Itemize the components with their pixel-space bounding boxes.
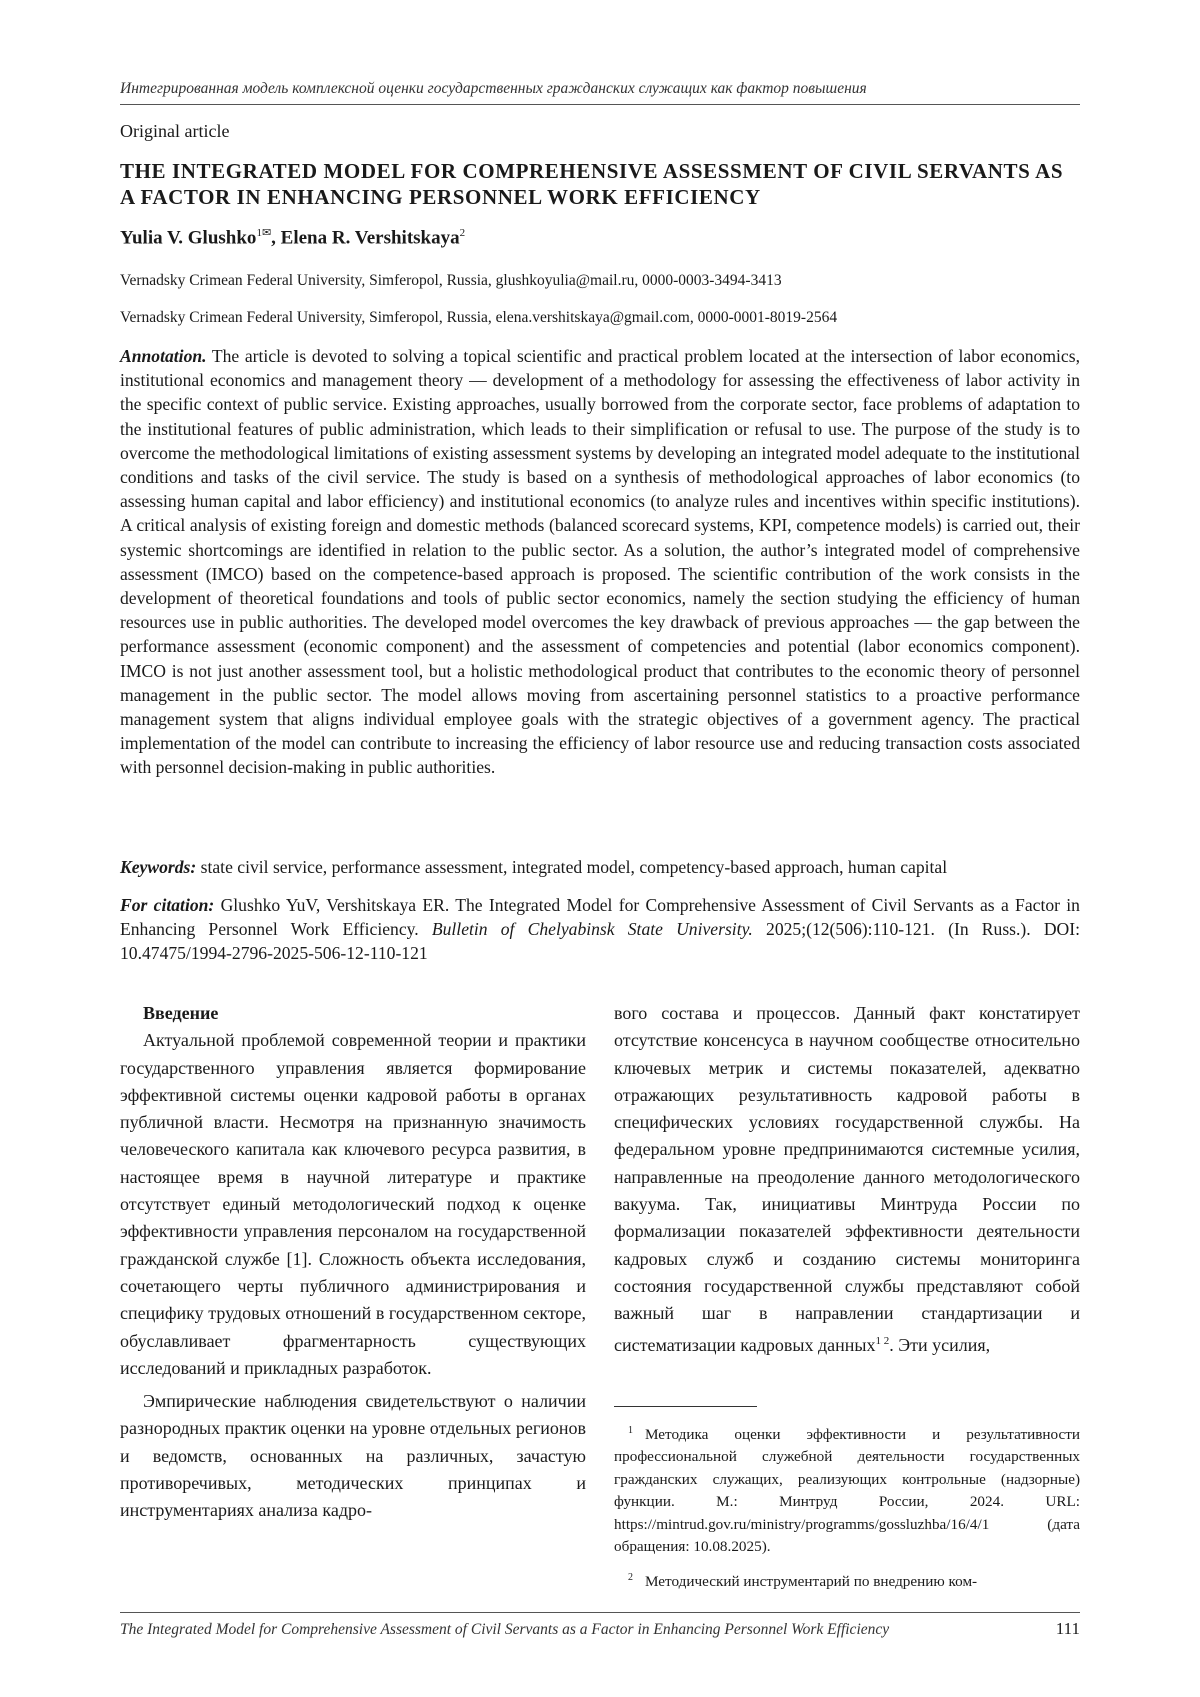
journal-page — [120, 0, 1080, 1697]
keywords — [120, 855, 1080, 879]
footnote-1-text: Методика оценки эффективности и результативности профессиональной служебной деятельности государственных гражданских служащих, реализующих контрольные (надзорные) функции. М.: Минтруд России, 2024. URL: https://mintrud.gov.ru/ministry/programms/gossluzhba/16/4/1 (дата обращения: 10.08.2025). — [614, 1426, 1080, 1556]
footer-divider — [120, 1612, 1080, 1613]
footnote-refs[interactable]: 1 2 — [875, 1334, 890, 1347]
abstract — [120, 344, 1080, 780]
citation-text: Glushko YuV, Vershitskaya ER. The Integrated Model for Comprehensive Assessment of Civil Servants as a Factor in Enhancing Personnel Work Efficiency. — [120, 895, 1080, 939]
author-glushko-mark[interactable]: 1✉ — [256, 227, 272, 239]
citation-label: For citation: — [120, 895, 215, 915]
article-type: Original article — [120, 121, 230, 141]
footnote-2-text: Методический инструментарий по внедрению ком- — [645, 1572, 978, 1590]
keywords-text: state civil service, performance assessment, integrated model, competency-based approach, human capital — [200, 857, 948, 877]
author-glushko: Yulia V. Glushko — [120, 227, 257, 249]
affiliation-2: Vernadsky Crimean Federal University, Simferopol, Russia, elena.vershitskaya@gmail.com, 0000-0001-8019-2564 — [120, 309, 838, 326]
body-paragraph: Актуальной проблемой современной теории и практики государственного управления является формирование эффективной системы оценки кадровой работы в органах публичной власти. Несмотря на признанную значимость человеческого капитала как ключевого ресурса развития, в настоящее время в научной литературе и практике отсутствует единый методологический подход к оценке эффективности управления персоналом на государственной гражданской службе [1]. Сложность объекта исследования, сочетающего черты публичного администрирования и специфику трудовых отношений в государственном секторе, обуславливает фрагментарность существующих исследований и прикладных разработок. — [120, 1030, 586, 1378]
footnote-2 — [614, 1567, 1080, 1593]
page-number: 111 — [1055, 1619, 1080, 1638]
body-paragraph-continued — [614, 1000, 1080, 1359]
abstract-text: The article is devoted to solving a topical scientific and practical problem located at the intersection of labor economics, institutional economics and management theory — development of a methodology for assessing the effectiveness of labor activity in the specific context of public service. Existing approaches, usually borrowed from the corporate sector, face problems of adaptation to the institutional features of public administration, which leads to their simplification or refusal to use. The purpose of the study is to overcome the methodological limitations of existing assessment systems by developing an integrated model adequate to the institutional conditions and tasks of the civil service. The study is based on a synthesis of methodological approaches of labor economics (to assessing human capital and labor efficiency) and institutional economics (to analyze rules and incentives within specific institutions). A critical analysis of existing foreign and domestic methods (balanced scorecard systems, KPI, competence models) is carried out, their systemic shortcomings are identified in relation to the public sector. As a solution, the author’s integrated model of comprehensive assessment (IMCO) based on the competence-based approach is proposed. The scientific contribution of the work consists in the development of theoretical foundations and tools of public sector economics, namely the section studying the efficiency of human resources use in public authorities. The developed model overcomes the key drawback of previous approaches — the gap between the performance assessment (economic component) and the assessment of competencies and potential (labor economics component). IMCO is not just another assessment tool, but a holistic methodological product that contributes to the economic theory of personnel management in the public sector. The model allows moving from ascertaining personnel statistics to a proactive performance management system that aligns individual employee goals with the strategic objectives of a government agency. The practical implementation of the model can contribute to increasing the efficiency of labor resource use and reducing transaction costs associated with personnel decision-making in public authorities. — [120, 346, 1080, 778]
keywords-label: Keywords: — [120, 857, 197, 877]
author-vershitskaya: Elena R. Vershitskaya — [280, 227, 460, 249]
section-heading-introduction: Введение — [143, 1003, 219, 1023]
footnote-1-mark: 1 — [628, 1425, 633, 1436]
authors-line — [120, 226, 465, 249]
author-vershitskaya-mark: 2 — [459, 227, 466, 239]
running-head: Интегрированная модель комплексной оценки государственных гражданских служащих как фактор повышения — [120, 80, 1080, 105]
running-foot: The Integrated Model for Comprehensive Assessment of Civil Servants as a Factor in Enhancing Personnel Work Efficiency — [120, 1621, 890, 1638]
footnote-1 — [614, 1420, 1080, 1559]
body-paragraph: Эмпирические наблюдения свидетельствуют о наличии разнородных практик оценки на уровне отдельных регионов и ведомств, основанных на различных, зачастую противоречивых, методических принципах и инструментариях анализа кадро- — [120, 1391, 586, 1521]
body-paragraph-tail: . Эти усилия, — [889, 1334, 991, 1355]
footnotes — [614, 1420, 1080, 1601]
affiliation-1: Vernadsky Crimean Federal University, Simferopol, Russia, glushkoyulia@mail.ru, 0000-0003-3494-3413 — [120, 272, 782, 289]
body-column-left — [120, 1000, 586, 1525]
authors-separator: , — [271, 227, 281, 249]
abstract-label: Annotation. — [120, 346, 207, 366]
body-column-right — [614, 1000, 1080, 1359]
article-title: THE INTEGRATED MODEL FOR COMPREHENSIVE ASSESSMENT OF CIVIL SERVANTS AS A FACTOR IN ENHANCING PERSONNEL WORK EFFICIENCY — [120, 159, 1064, 209]
body-paragraph-text: вого состава и процессов. Данный факт констатирует отсутствие консенсуса в научном сообществе относительно ключевых метрик и системы показателей, адекватно отражающих результативность кадровой работы в специфических условиях государственной службы. На федеральном уровне предпринимаются системные усилия, направленные на преодоление данного методологического вакуума. Так, инициативы Минтруда России по формализации показателей эффективности деятельности кадровых служб и созданию системы мониторинга состояния государственной службы представляют собой важный шаг в направлении стандартизации и систематизации кадровых данных — [614, 1003, 1080, 1355]
footnote-2-mark: 2 — [628, 1571, 633, 1583]
citation-journal: Bulletin of Chelyabinsk State University. — [431, 919, 753, 939]
citation-details: 2025;(12(506):110-121. (In Russ.). DOI: 10.47475/1994-2796-2025-506-12-110-121 — [120, 919, 1080, 963]
citation — [120, 893, 1080, 965]
footnote-divider — [614, 1406, 757, 1407]
